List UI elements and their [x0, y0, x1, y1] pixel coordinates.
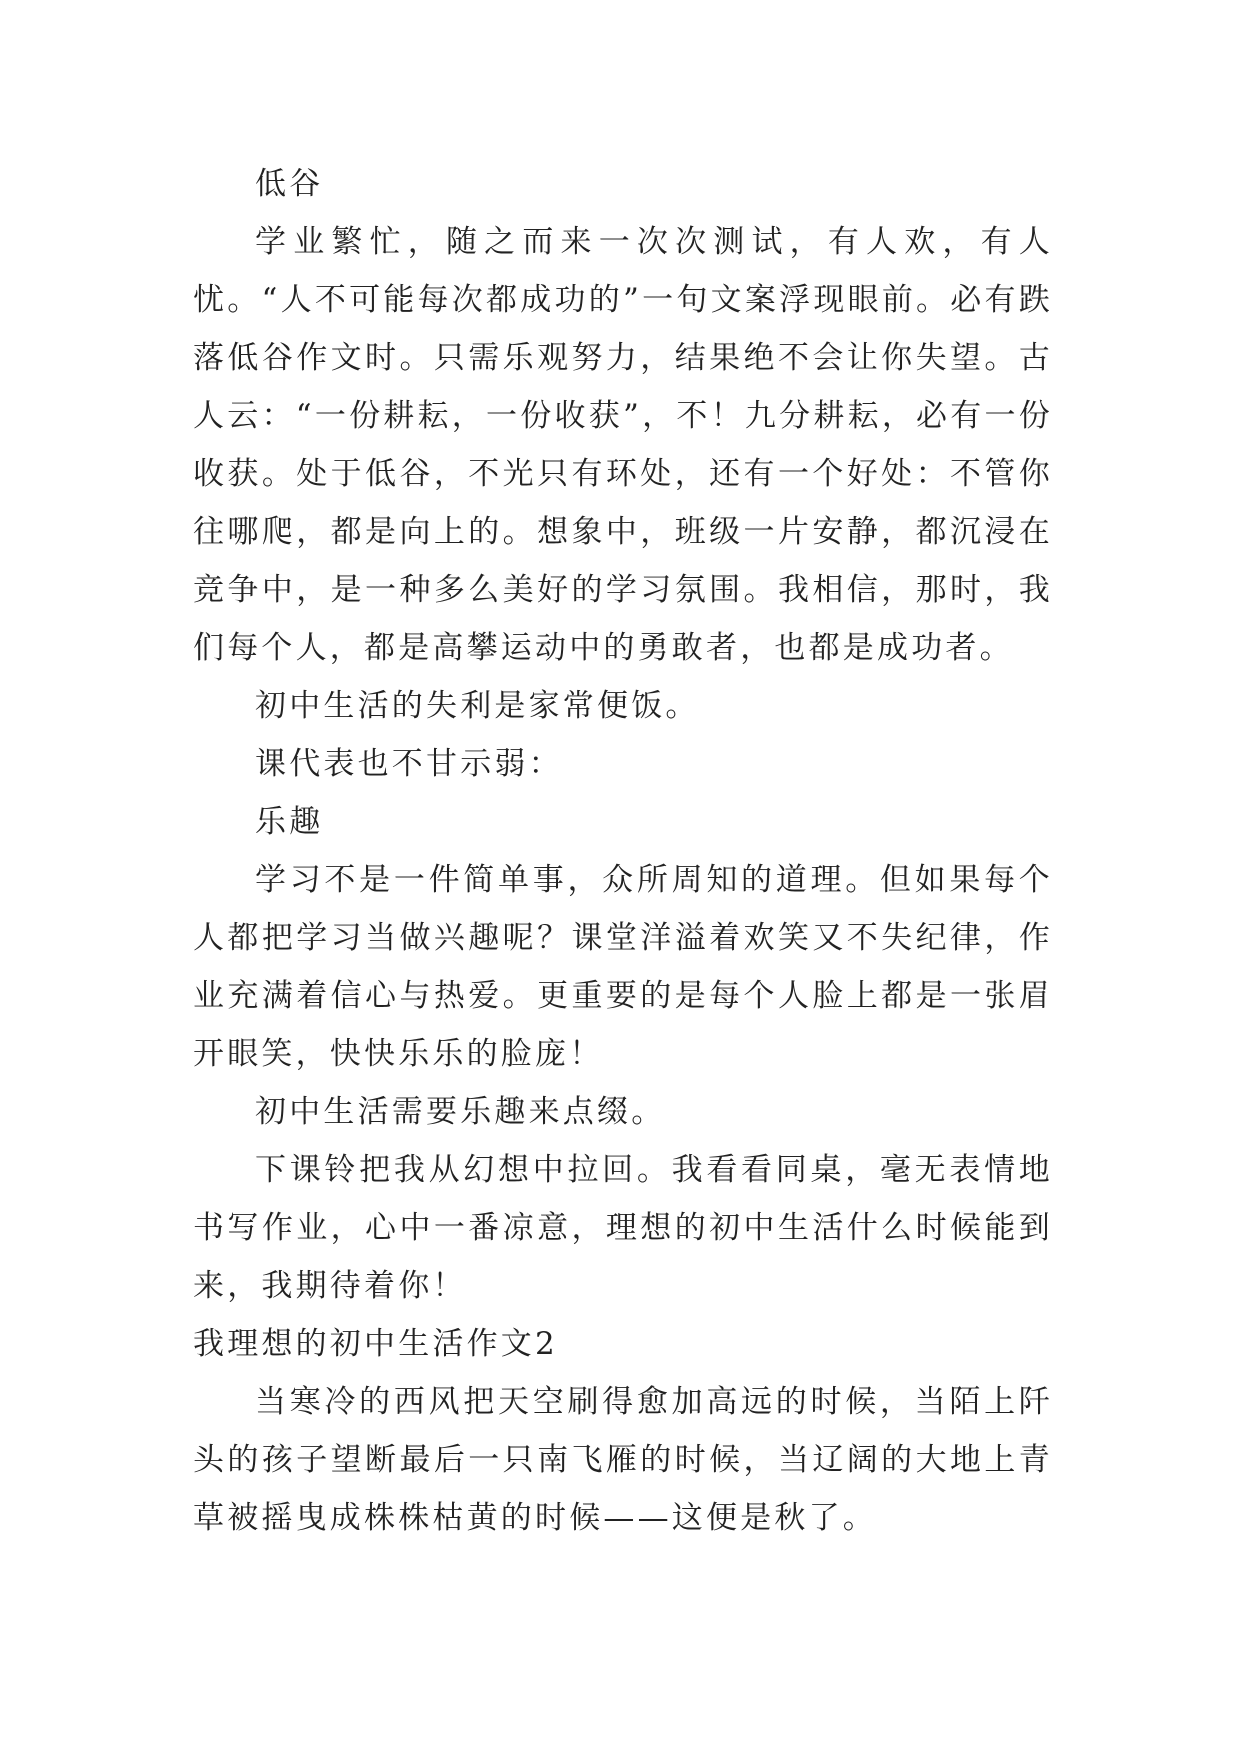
paragraph-text: 学习不是一件简单事，众所周知的道理。但如果每个人都把学习当做兴趣呢？课堂洋溢着欢笑又不失纪律，作业充满着信心与热爱。更重要的是每个人脸上都是一张眉开眼笑，快快乐乐的脸庞！: [193, 862, 1053, 1072]
section-title: 我理想的初中生活作文2: [193, 1326, 558, 1362]
paragraph-text: 下课铃把我从幻想中拉回。我看看同桌，毫无表情地书写作业，心中一番凉意，理想的初中生活什么时候能到来，我期待着你！: [193, 1152, 1053, 1304]
paragraph-text: 当寒冷的西风把天空刷得愈加高远的时候，当陌上阡头的孩子望断最后一只南飞雁的时候，当辽阔的大地上青草被摇曳成株株枯黄的时候——这便是秋了。: [193, 1384, 1053, 1536]
paragraph-text: 初中生活的失利是家常便饭。: [255, 688, 700, 724]
document-body: [193, 155, 1053, 1547]
paragraph-subheading-low-valley: 低谷: [255, 166, 324, 202]
paragraph-text: 学业繁忙，随之而来一次次测试，有人欢，有人忧。“人不可能每次都成功的”一句文案浮现眼前。必有跌落低谷作文时。只需乐观努力，结果绝不会让你失望。古人云：“一份耕耘，一份收获”，不！九分耕耘，必有一份收获。处于低谷，不光只有环处，还有一个好处：不管你往哪爬，都是向上的。想象中，班级一片安静，都沉浸在竞争中，是一种多么美好的学习氛围。我相信，那时，我们每个人，都是高攀运动中的勇敢者，也都是成功者。: [193, 224, 1053, 666]
paragraph-text: 初中生活需要乐趣来点缀。: [255, 1094, 666, 1130]
paragraph-text: 课代表也不甘示弱：: [255, 746, 563, 782]
paragraph-subheading-fun: 乐趣: [255, 804, 324, 840]
